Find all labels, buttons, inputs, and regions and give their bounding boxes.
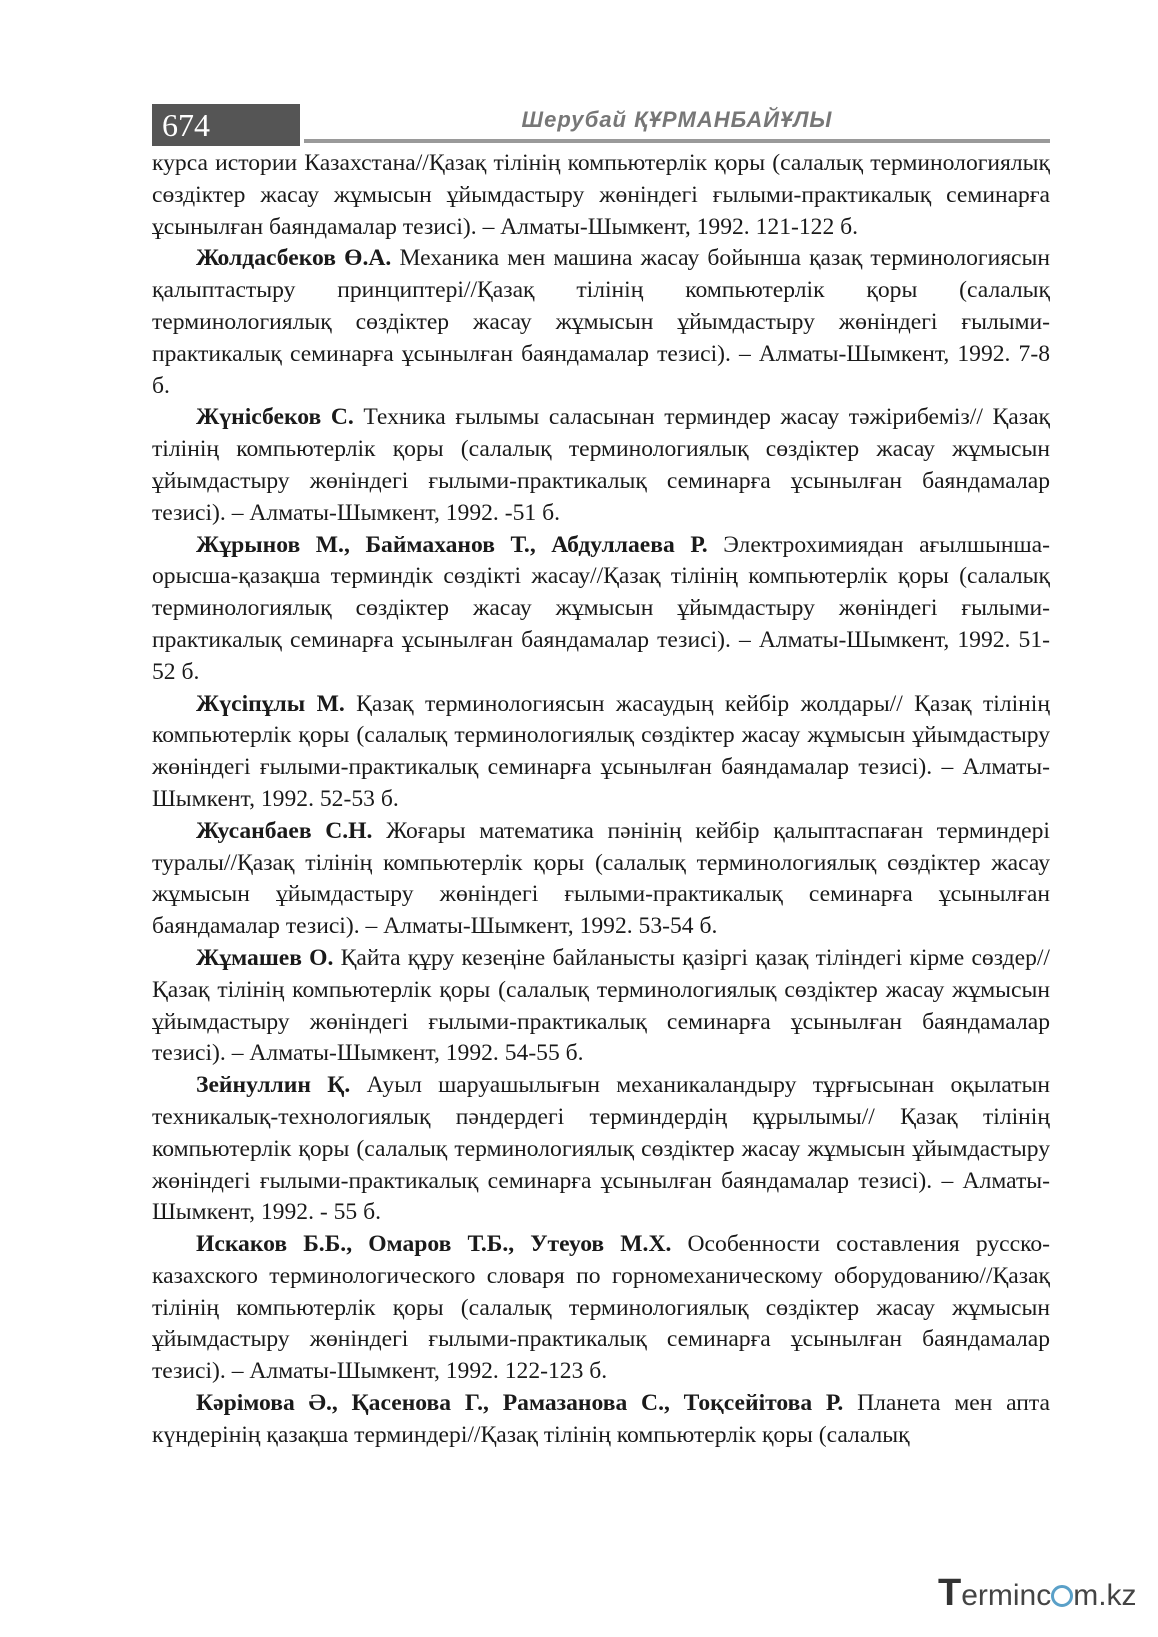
bibliography-entry bbox=[152, 148, 1050, 243]
site-watermark bbox=[938, 1572, 1137, 1615]
bibliography-entry bbox=[152, 243, 1050, 402]
entry-text: Қайта құру кезеңіне байланысты қазіргі қазақ тіліндегі кірме сөздер//Қазақ тілінің компьютерлік қоры (салалық терминологиялық сөздіктер жасау жұмысын ұйымдастыру жөніндегі ғылыми-практикалық семинарға ұсынылған баяндамалар тезисі). – Алматы-Шымкент, 1992. 54-55 б. bbox=[152, 944, 1050, 1067]
bibliography-text bbox=[152, 148, 1050, 1452]
running-title: Шерубай ҚҰРМАНБАЙҰЛЫ bbox=[521, 107, 833, 132]
entry-author: Жұрынов М., Баймаханов Т., Абдуллаева Р. bbox=[196, 531, 708, 558]
entry-author: Жусанбаев С.Н. bbox=[196, 817, 373, 844]
globe-icon bbox=[1051, 1585, 1073, 1607]
bibliography-entry bbox=[152, 689, 1050, 816]
entry-text: Особенности составления русско-казахского терминологического словаря по горномеханическому оборудованию//Қазақ тілінің компьютерлік қоры (салалық терминологиялық сөздіктер жасау жұмысын ұйымдастыру жөніндегі ғылыми-практикалық семинарға ұсынылған баяндамалар тезисі). – Алматы-Шымкент, 1992. 122-123 б. bbox=[152, 1231, 1050, 1385]
bibliography-entry bbox=[152, 1229, 1050, 1388]
entry-author: Жолдасбеков Ө.А. bbox=[196, 245, 392, 272]
page-header bbox=[152, 104, 1050, 146]
watermark-prefix: erminc bbox=[961, 1579, 1052, 1612]
bibliography-entry bbox=[152, 816, 1050, 943]
entry-author: Жүнісбеков С. bbox=[196, 404, 354, 431]
entry-author: Искаков Б.Б., Омаров Т.Б., Утеуов М.Х. bbox=[196, 1231, 672, 1258]
entry-author: Зейнуллин Қ. bbox=[196, 1072, 351, 1099]
entry-author: Жұмашев О. bbox=[196, 944, 334, 971]
entry-author: Жүсіпұлы М. bbox=[196, 690, 345, 717]
entry-text: Электрохимиядан ағылшынша-орысша-қазақша терминдік сөздікті жасау//Қазақ тілінің компьютерлік қоры (салалық терминологиялық сөздіктер жасау жұмысын ұйымдастыру жөніндегі ғылыми-практикалық семинарға ұсынылған баяндамалар тезисі). – Алматы-Шымкент, 1992. 51-52 б. bbox=[152, 531, 1050, 685]
entry-author: Кәрімова Ә., Қасенова Г., Рамазанова С., Тоқсейітова Р. bbox=[196, 1390, 844, 1417]
entry-text: Механика мен машина жасау бойынша қазақ терминологиясын қалыптастыру принциптері//Қазақ тілінің компьютерлік қоры (салалық терминологиялық сөздіктер жасау жұмысын ұйымдастыру жөніндегі ғылыми-практикалық семинарға ұсынылған баяндамалар тезисі). – Алматы-Шымкент, 1992. 7-8 б. bbox=[152, 245, 1050, 399]
entry-text: Қазақ терминологиясын жасаудың кейбір жолдары// Қазақ тілінің компьютерлік қоры (салалық терминологиялық сөздіктер жасау жұмысын ұйымдастыру жөніндегі ғылыми-практикалық семинарға ұсынылған баяндамалар тезисі). – Алматы-Шымкент, 1992. 52-53 б. bbox=[152, 690, 1050, 812]
bibliography-entry bbox=[152, 1388, 1050, 1452]
bibliography-entry bbox=[152, 402, 1050, 529]
page-number: 674 bbox=[152, 104, 300, 146]
bibliography-entry bbox=[152, 530, 1050, 689]
entry-text: Жоғары математика пәнінің кейбір қалыптаспаған терминдері туралы//Қазақ тілінің компьютерлік қоры (салалық терминологиялық сөздіктер жасау жұмысын ұйымдастыру жөніндегі ғылыми-практикалық семинарға ұсынылған баяндамалар тезисі). – Алматы-Шымкент, 1992. 53-54 б. bbox=[152, 817, 1050, 940]
entry-text: Техника ғылымы саласынан терминдер жасау тәжірибеміз// Қазақ тілінің компьютерлік қоры (салалық терминологиялық сөздіктер жасау жұмысын ұйымдастыру жөніндегі ғылыми-практикалық семинарға ұсынылған баяндамалар тезисі). – Алматы-Шымкент, 1992. -51 б. bbox=[152, 404, 1051, 526]
entry-text: Планета мен апта күндерінің қазақша терминдері//Қазақ тілінің компьютерлік қоры (салалық bbox=[152, 1390, 1050, 1448]
entry-text: курса истории Казахстана//Қазақ тілінің компьютерлік қоры (салалық терминологиялық сөздіктер жасау жұмысын ұйымдастыру жөніндегі ғылыми-практикалық семинарға ұсынылған баяндамалар тезисі). – Алматы-Шымкент, 1992. 121-122 б. bbox=[152, 150, 1050, 240]
watermark-suffix: m.kz bbox=[1073, 1579, 1137, 1612]
bibliography-entry bbox=[152, 1070, 1050, 1229]
bibliography-entry bbox=[152, 943, 1050, 1070]
watermark-initial: T bbox=[938, 1572, 962, 1614]
header-rule bbox=[304, 139, 1050, 143]
entry-text: Ауыл шаруашылығын механикаландыру тұрғысынан оқылатын техникалық-технологиялық пәндердегі терминдердің құрылымы// Қазақ тілінің компьютерлік қоры (салалық терминологиялық сөздіктер жасау жұмысын ұйымдастыру жөніндегі ғылыми-практикалық семинарға ұсынылған баяндамалар тезисі). – Алматы-Шымкент, 1992. - 55 б. bbox=[152, 1072, 1051, 1226]
